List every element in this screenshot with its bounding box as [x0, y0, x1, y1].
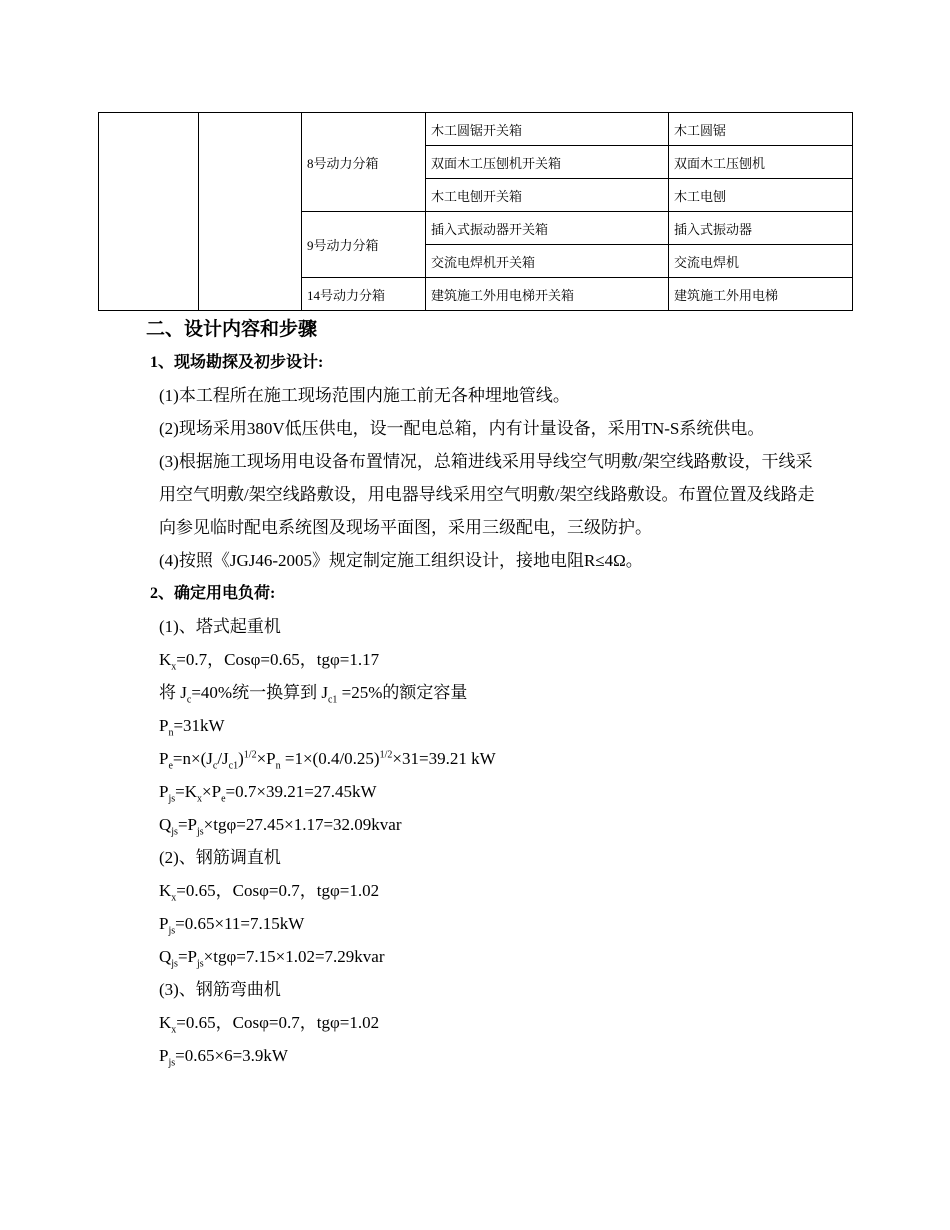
subscript: e — [221, 793, 226, 805]
formula-text: =0.65，Cosφ=0.7，tgφ=1.02 — [176, 1013, 380, 1032]
formula-text: =1×(0.4/0.25) — [280, 749, 380, 768]
subscript: x — [171, 892, 177, 904]
formula-text: =n×(J — [172, 749, 213, 768]
empty-cell-2 — [199, 113, 302, 311]
formula-text: =0.65×6=3.9kW — [175, 1046, 288, 1065]
equipment-cell: 木工圆锯 — [669, 113, 853, 146]
equipment-cell: 双面木工压刨机 — [669, 146, 853, 179]
superscript: 1/2 — [379, 749, 393, 761]
formula-text: Q — [159, 815, 172, 834]
subscript: js — [171, 958, 178, 970]
formula-line — [140, 742, 820, 775]
formula-text: ×tgφ=27.45×1.17=32.09kvar — [203, 815, 402, 834]
subscript: x — [171, 661, 177, 673]
paragraph: (4)按照《JGJ46-2005》规定制定施工组织设计，接地电阻R≤4Ω。 — [159, 551, 643, 570]
formula-text: P — [159, 914, 169, 933]
formula-text: ×31=39.21 kW — [392, 749, 496, 768]
formula-text: /J — [217, 749, 229, 768]
superscript: 1/2 — [243, 749, 257, 761]
subscript: js — [171, 826, 178, 838]
section-heading: 二、设计内容和步骤 — [146, 319, 318, 340]
formula-text: (2)、钢筋调直机 — [159, 848, 281, 867]
distribution-table — [98, 112, 853, 311]
subsection-heading: 2、确定用电负荷: — [150, 585, 276, 602]
paragraph: (2)现场采用380V低压供电，设一配电总箱，内有计量设备，采用TN-S系统供电。 — [159, 419, 765, 438]
subscript: js — [168, 793, 176, 805]
paragraph: (3)根据施工现场用电设备布置情况，总箱进线采用导线空气明敷/架空线路敷设，干线采用空气明敷/架空线路敷设，用电器导线采用空气明敷/架空线路敷设。布置位置及线路走向参见临时配电系统图及现场平面图，采用三级配电，三级防护。 — [159, 452, 815, 537]
subscript: c — [212, 760, 218, 772]
sub-box-cell: 8号动力分箱 — [302, 113, 426, 212]
formula-line — [140, 973, 820, 1006]
equipment-cell: 建筑施工外用电梯 — [669, 278, 853, 311]
subscript: x — [197, 793, 203, 805]
subscript: c — [186, 694, 192, 706]
formula-text: (3)、钢筋弯曲机 — [159, 980, 281, 999]
equipment-cell: 交流电焊机 — [669, 245, 853, 278]
formula-text: =0.65，Cosφ=0.7，tgφ=1.02 — [176, 881, 380, 900]
formula-text: =25%的额定容量 — [337, 683, 468, 702]
equipment-cell: 插入式振动器 — [669, 212, 853, 245]
formula-text: P — [159, 782, 169, 801]
calculation-list — [140, 610, 820, 1072]
formula-text: ×tgφ=7.15×1.02=7.29kvar — [203, 947, 385, 966]
subscript: c1 — [228, 760, 239, 772]
formula-line — [140, 874, 820, 907]
formula-text: Q — [159, 947, 172, 966]
subsection-heading: 1、现场勘探及初步设计: — [150, 354, 324, 371]
formula-text: =31kW — [173, 716, 225, 735]
formula-line — [140, 808, 820, 841]
sub-box-cell: 9号动力分箱 — [302, 212, 426, 278]
formula-text: P — [159, 749, 169, 768]
formula-line — [140, 1039, 820, 1072]
subscript: c1 — [327, 694, 338, 706]
formula-text: P — [159, 1046, 169, 1065]
formula-text: K — [159, 1013, 172, 1032]
switch-box-cell: 交流电焊机开关箱 — [426, 245, 669, 278]
subscript: js — [168, 925, 176, 937]
formula-line — [140, 643, 820, 676]
document-body — [140, 314, 820, 1072]
formula-text: =0.65×11=7.15kW — [175, 914, 305, 933]
formula-text: K — [159, 650, 172, 669]
formula-line — [140, 709, 820, 742]
formula-line — [140, 775, 820, 808]
formula-text: P — [159, 716, 169, 735]
subscript: n — [168, 727, 174, 739]
formula-text: =40%统一换算到 J — [191, 683, 328, 702]
formula-line — [140, 610, 820, 643]
sub-box-cell: 14号动力分箱 — [302, 278, 426, 311]
table-row — [99, 113, 853, 146]
switch-box-cell: 木工圆锯开关箱 — [426, 113, 669, 146]
switch-box-cell: 插入式振动器开关箱 — [426, 212, 669, 245]
equipment-cell: 木工电刨 — [669, 179, 853, 212]
formula-text: =P — [177, 947, 197, 966]
formula-text: ×P — [202, 782, 222, 801]
formula-text: ×P — [256, 749, 276, 768]
formula-line — [140, 907, 820, 940]
subscript: e — [168, 760, 173, 772]
switch-box-cell: 双面木工压刨机开关箱 — [426, 146, 669, 179]
subscript: x — [171, 1024, 177, 1036]
formula-line — [140, 940, 820, 973]
formula-text: 将 J — [159, 683, 187, 702]
subscript: n — [275, 760, 281, 772]
formula-text: =P — [177, 815, 197, 834]
formula-text: K — [159, 881, 172, 900]
formula-text: (1)、塔式起重机 — [159, 617, 281, 636]
paragraph: (1)本工程所在施工现场范围内施工前无各种埋地管线。 — [159, 386, 570, 405]
formula-line — [140, 841, 820, 874]
formula-text: ) — [238, 749, 244, 768]
subscript: js — [168, 1057, 176, 1069]
formula-line — [140, 1006, 820, 1039]
formula-line — [140, 676, 820, 709]
formula-text: =K — [175, 782, 198, 801]
switch-box-cell: 木工电刨开关箱 — [426, 179, 669, 212]
formula-text: =0.7，Cosφ=0.65，tgφ=1.17 — [176, 650, 380, 669]
subscript: js — [197, 826, 204, 838]
switch-box-cell: 建筑施工外用电梯开关箱 — [426, 278, 669, 311]
subscript: js — [197, 958, 204, 970]
empty-cell-1 — [99, 113, 199, 311]
formula-text: =0.7×39.21=27.45kW — [225, 782, 377, 801]
